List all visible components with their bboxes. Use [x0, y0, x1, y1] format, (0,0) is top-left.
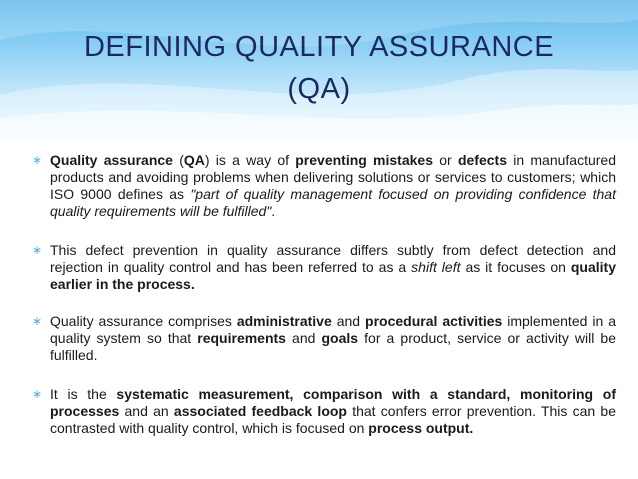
bullet-marker-icon: ∗ — [32, 243, 43, 257]
bullet-item — [34, 152, 616, 220]
bullet-text-run: QA — [183, 152, 205, 168]
bullet-text-run: shift left — [411, 259, 461, 275]
slide-title-line-2: (QA) — [287, 73, 351, 105]
bullet-text-run: and — [331, 313, 366, 329]
bullet-text-run: Quality assurance comprises — [50, 313, 237, 329]
bullet-text-run: goals — [321, 330, 359, 346]
bullet-item — [34, 386, 616, 437]
bullet-item — [34, 313, 616, 364]
slide-title — [0, 26, 638, 110]
slide-title-line-1: DEFINING QUALITY ASSURANCE — [83, 31, 555, 63]
bullet-text-run: . — [271, 203, 276, 219]
bullet-marker-icon: ∗ — [32, 153, 43, 167]
bullet-text-run: defects — [457, 152, 507, 168]
bullet-marker-icon: ∗ — [32, 387, 43, 401]
bullet-text-run: Quality assurance — [50, 152, 173, 168]
bullet-text-run: ( — [172, 152, 184, 168]
bullet-text-run: It is the — [50, 386, 117, 402]
bullet-text-run: in manufactured products and avoiding problems when delivering solutions or services to customers; which ISO 9000 defines as — [50, 152, 616, 202]
bullet-text-run: systematic measurement, comparison with a standard, monitoring of processes — [50, 386, 616, 419]
bullet-text-run: associated feedback loop — [173, 403, 347, 419]
bullet-text-run: as it focuses on — [460, 259, 571, 275]
bullet-item — [34, 242, 616, 293]
bullet-text-run: implemented in a quality system so that — [50, 313, 616, 346]
bullet-text-run: ) is a way of — [204, 152, 296, 168]
bullet-text-run: and — [285, 330, 322, 346]
bullet-text-run: procedural activities — [365, 313, 503, 329]
bullet-text-run: or — [433, 152, 458, 168]
bullet-marker-icon: ∗ — [32, 314, 43, 328]
bullet-text-run: process output. — [368, 420, 474, 436]
bullet-text-run: preventing mistakes — [295, 152, 433, 168]
bullet-text-run: for a product, service or activity will be fulfilled. — [50, 330, 616, 363]
bullet-text-run: This defect prevention in quality assurance differs subtly from defect detection and rejection in quality control and has been referred to as a — [50, 242, 616, 275]
bullet-text-run: and an — [119, 403, 174, 419]
bullet-list — [34, 152, 616, 459]
bullet-text-run: administrative — [236, 313, 332, 329]
bullet-text-run: "part of quality management focused on providing confidence that quality requirements will be fulfilled" — [50, 186, 616, 219]
bullet-text-run: requirements — [197, 330, 286, 346]
bullet-text-run: quality earlier in the process. — [50, 259, 616, 292]
bullet-text-run: that confers error prevention. This can be contrasted with quality control, which is focused on — [50, 403, 617, 436]
